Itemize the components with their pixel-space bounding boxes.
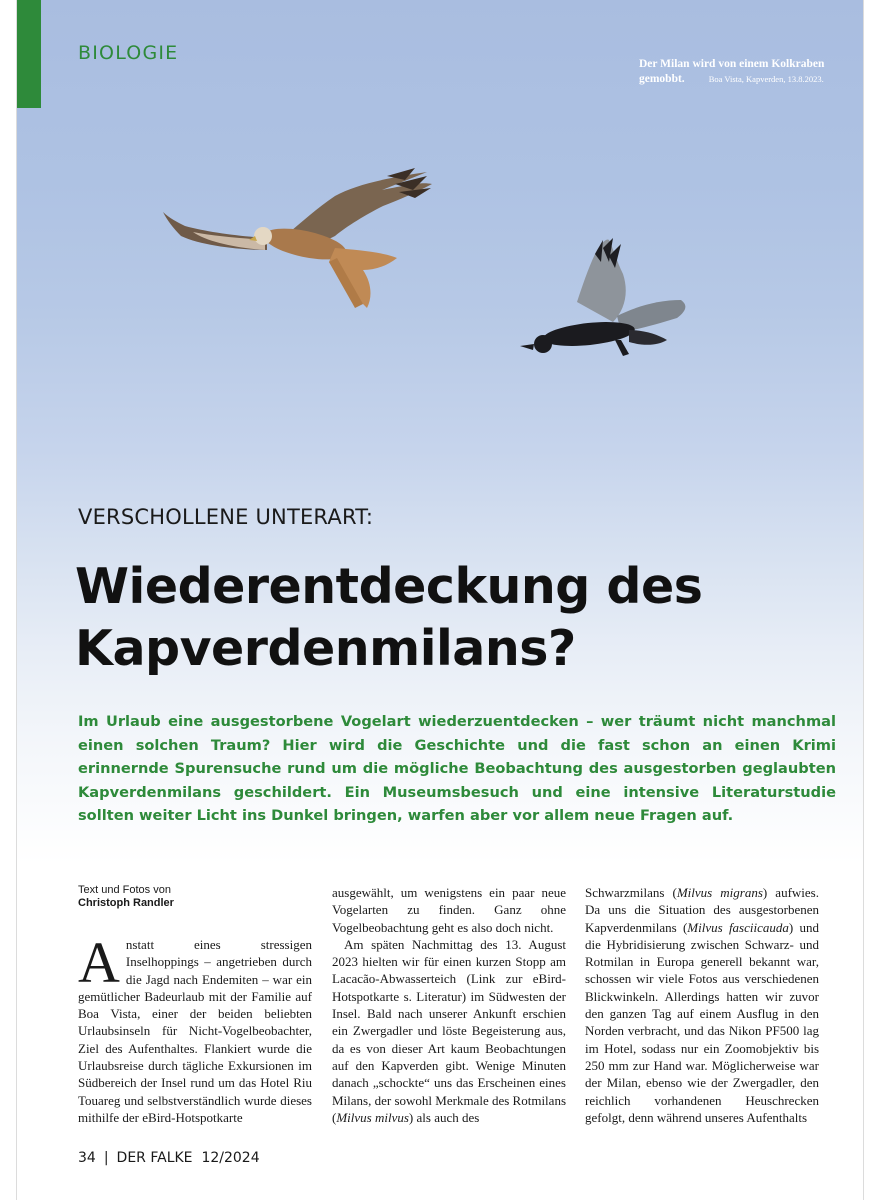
- body-column-1: [78, 930, 312, 1126]
- drop-cap: A: [78, 930, 120, 995]
- section-label: BIOLOGIE: [78, 42, 179, 64]
- species-name-schwarzmilan: Milvus migrans: [676, 885, 763, 900]
- magazine-page: [16, 0, 864, 1200]
- column-3-text-a: Schwarzmilans (: [585, 885, 677, 900]
- section-color-bar: [17, 0, 41, 108]
- body-column-3: [585, 884, 819, 1126]
- footer-separator: |: [103, 1150, 109, 1166]
- caption-line-2: gemobbt.: [639, 73, 685, 85]
- title-line-2: Kapverdenmilans?: [75, 620, 576, 677]
- article-kicker: VERSCHOLLENE UNTERART:: [78, 505, 374, 529]
- column-1-text: nstatt eines stressigen Inselhoppings – angetrieben durch die Jagd nach Endemiten – war ein gemütlicher Badeurlaub mit der Familie auf Boa Vista, einer der beiden beliebten Urlaubsinseln für Nicht-Vogelbeobachter, Ziel des Aufenthaltes. Flankiert wurde die Urlaubsreise durch tägliche Exkursionen im Südbereich der Insel rund um das Hotel Riu Touareg und selbstverständlich wurde dieses mithilfe der eBird-Hotspotkarte: [78, 937, 312, 1125]
- column-2-paragraph-2: [332, 936, 566, 1126]
- page-footer: [78, 1150, 260, 1166]
- issue-number: 12/2024: [201, 1150, 260, 1166]
- article-title: [75, 556, 855, 680]
- caption-line-1: Der Milan wird von einem Kolkraben: [639, 58, 825, 70]
- column-2-text-a: Am späten Nachmittag des 13. August 2023 hielten wir für einen kurzen Stopp am Lacacão-Abwasserteich (Link zur eBird-Hotspotkarte s. Literatur) im Südwesten der Insel. Bald nach unserer Ankunft erschien ein Zwergadler und löste Begeisterung aus, da es von dieser Art kaum Beobachtungen auf den Kapverden gibt. Wenige Minuten danach „schockte“ uns das Erscheinen eines Milans, der sowohl Merkmale des Rotmilans (: [332, 936, 566, 1125]
- kite-bird-image: [163, 168, 432, 308]
- byline-author: Christoph Randler: [78, 897, 174, 909]
- article-lead: Im Urlaub eine ausgestorbene Vogelart wiederzuentdecken – wer träumt nicht manchmal einen solchen Traum? Hier wird die Geschichte und die fast schon an einen Krimi erinnernde Spurensuche rund um die mögliche Beobachtung des ausgestorben geglaubten Kapverdenmilans geschildert. Ein Museumsbesuch und eine intensive Literaturstudie sollten weiter Licht ins Dunkel bringen, warfen aber vor allem neue Fragen auf.: [78, 713, 836, 824]
- byline-prefix: Text und Fotos von: [78, 884, 171, 896]
- column-2-paragraph-1: ausgewählt, um wenigstens ein paar neue Vogelarten zu finden. Ganz ohne Vogelbeobachtung geht es also doch nicht.: [332, 885, 566, 935]
- species-name-kapverdenmilan: Milvus fasciicauda: [687, 919, 789, 935]
- raven-bird-image: [520, 238, 685, 356]
- page-number: 34: [78, 1150, 96, 1166]
- species-name-rotmilan: Milvus milvus: [336, 1109, 409, 1125]
- column-3-text-c: ) und die Hybridisierung zwischen Schwarz- und Rotmilan in Europa generell bekannt war, schossen wir viele Fotos aus verschiedenen Blickwinkeln. Allerdings hatten wir zuvor den ganzen Tag auf einem Ausflug in den Norden verbracht, und das Nikon PF500 lag im Hotel, sodass nur ein Zoomobjektiv bis 250 mm zur Hand war. Möglicherweise war der Milan, ebenso wie der Zwergadler, den reichlich vorhandenen Heuschrecken gefolgt, denn während unseres Aufenthalts: [585, 919, 819, 1125]
- column-3-text-b: ) aufwies. Da uns die Situation des ausgestorbenen Kapverdenmilans (: [585, 885, 819, 935]
- title-line-1: Wiederentdeckung des: [75, 558, 703, 615]
- body-column-2: [332, 884, 566, 1126]
- caption-location: Boa Vista, Kapverden, 13.8.2023.: [708, 74, 824, 84]
- column-3-paragraph: [585, 884, 819, 1126]
- magazine-name: DER FALKE: [116, 1150, 193, 1166]
- column-2-text-b: ) als auch des: [408, 1109, 480, 1125]
- photo-caption: [639, 57, 839, 86]
- byline: [78, 884, 308, 910]
